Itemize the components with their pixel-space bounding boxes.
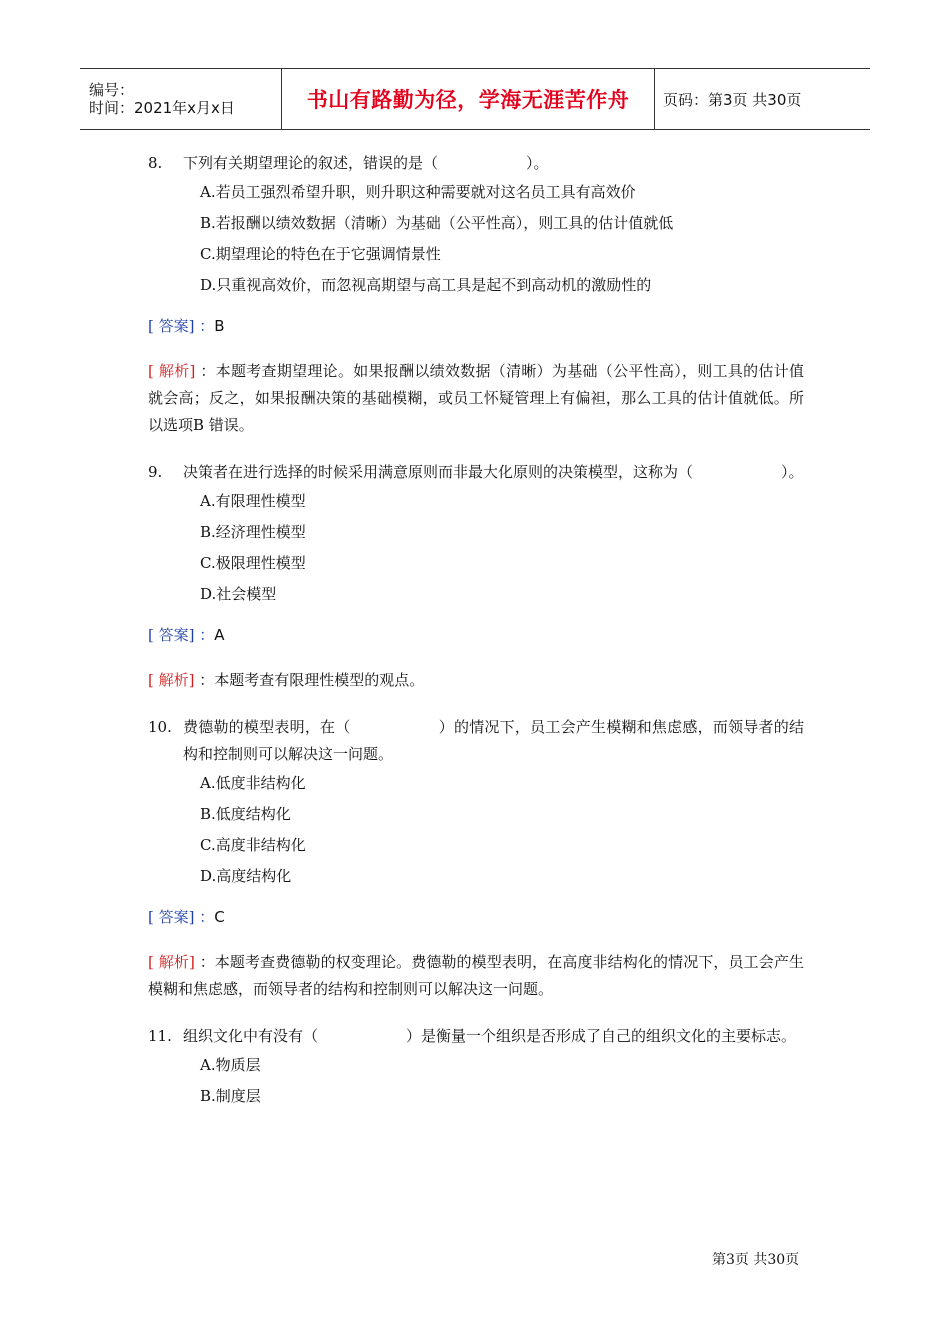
explanation-text: ：本题考查费德勒的权变理论。费德勒的模型表明，在高度非结构化的情况下，员工会产生模糊和焦虑感，而领导者的结构和控制则可以解决这一问题。 xyxy=(148,953,804,998)
question-number: 11. xyxy=(148,1027,172,1045)
question-text: 决策者在进行选择的时候采用满意原则而非最大化原则的决策模型，这称为（ ）。 xyxy=(183,463,804,481)
explanation-text: ：本题考查有限理性模型的观点。 xyxy=(199,671,425,689)
option: A.低度非结构化 xyxy=(200,774,306,792)
document-body xyxy=(148,150,804,1112)
header-page-cell xyxy=(655,69,870,129)
question-text: 费德勒的模型表明，在（ ）的情况下，员工会产生模糊和焦虑感，而领导者的结构和控制则可以解决这一问题。 xyxy=(183,718,804,763)
header-motto-cell xyxy=(282,69,655,129)
options-10 xyxy=(200,768,804,892)
option: B.制度层 xyxy=(200,1087,261,1105)
explanation-text: ：本题考查期望理论。如果报酬以绩效数据（清晰）为基础（公平性高），则工具的估计值就会高；反之，如果报酬决策的基础模糊，或员工怀疑管理上有偏袒，那么工具的估计值就低。所以选项B 错误。 xyxy=(148,362,804,434)
explanation-10 xyxy=(148,949,804,1003)
explanation-9 xyxy=(148,667,804,694)
option: D.社会模型 xyxy=(200,585,277,603)
option: C.高度非结构化 xyxy=(200,836,306,854)
question-10 xyxy=(148,714,804,768)
option: C.极限理性模型 xyxy=(200,554,306,572)
question-text: 下列有关期望理论的叙述，错误的是（ ）。 xyxy=(183,154,549,172)
option: A.若员工强烈希望升职，则升职这种需要就对这名员工具有高效价 xyxy=(200,183,636,201)
question-number: 10. xyxy=(148,718,172,736)
option: C.期望理论的特色在于它强调情景性 xyxy=(200,245,441,263)
answer-8 xyxy=(148,313,804,340)
page-header xyxy=(80,68,870,130)
answer-10 xyxy=(148,904,804,931)
answer-value: A xyxy=(214,626,225,644)
time-label: 时间：2021年x月x日 xyxy=(89,99,235,117)
option: A.物质层 xyxy=(200,1056,261,1074)
question-9 xyxy=(148,459,804,486)
answer-value: B xyxy=(214,317,225,335)
explanation-8 xyxy=(148,358,804,439)
question-8 xyxy=(148,150,804,177)
options-9 xyxy=(200,486,804,610)
header-meta xyxy=(80,69,282,129)
options-11 xyxy=(200,1050,804,1112)
question-number: 9. xyxy=(148,463,163,481)
answer-value: C xyxy=(214,908,225,926)
options-8 xyxy=(200,177,804,301)
option: D.只重视高效价，而忽视高期望与高工具是起不到高动机的激励性的 xyxy=(200,276,652,294)
answer-9 xyxy=(148,622,804,649)
question-number: 8. xyxy=(148,154,163,172)
page-label: 页码：第3页 共30页 xyxy=(663,90,802,109)
explanation-label: [ 解析] xyxy=(148,953,200,971)
answer-label: [ 答案] ： xyxy=(148,317,215,335)
option: D.高度结构化 xyxy=(200,867,292,885)
answer-label: [ 答案] ： xyxy=(148,908,215,926)
code-label: 编号： xyxy=(89,81,135,99)
option: A.有限理性模型 xyxy=(200,492,306,510)
option: B.经济理性模型 xyxy=(200,523,306,541)
page-footer: 第3页 共30页 xyxy=(712,1252,800,1268)
explanation-label: [ 解析] xyxy=(148,671,200,689)
question-text: 组织文化中有没有（ ）是衡量一个组织是否形成了自己的组织文化的主要标志。 xyxy=(183,1027,797,1045)
answer-label: [ 答案] ： xyxy=(148,626,215,644)
question-11 xyxy=(148,1023,804,1050)
option: B.若报酬以绩效数据（清晰）为基础（公平性高），则工具的估计值就低 xyxy=(200,214,674,232)
explanation-label: [ 解析] xyxy=(148,362,201,380)
motto: 书山有路勤为径，学海无涯苦作舟 xyxy=(306,88,630,112)
option: B.低度结构化 xyxy=(200,805,291,823)
